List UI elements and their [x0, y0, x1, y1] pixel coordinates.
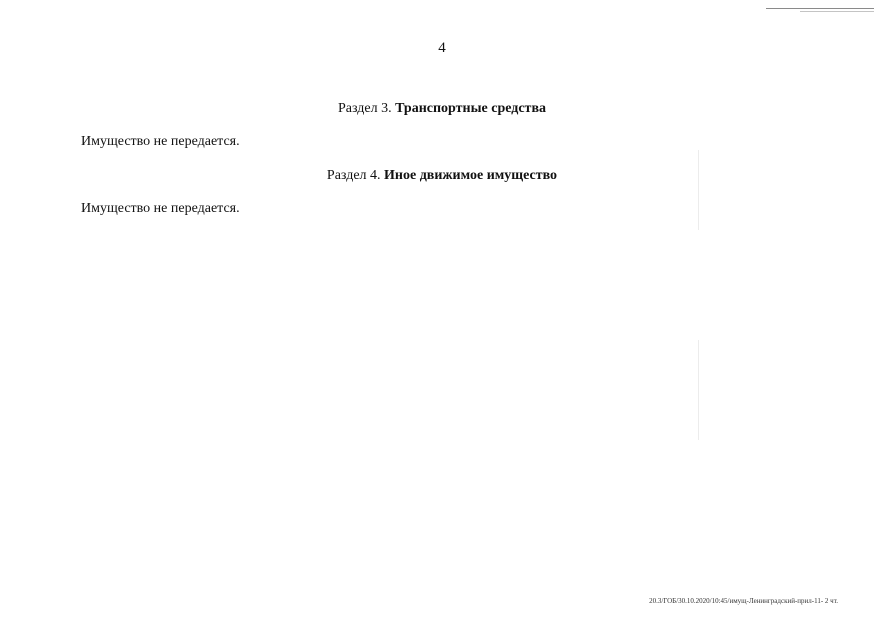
section-title: Транспортные средства [395, 101, 546, 116]
section-title: Иное движимое имущество [384, 168, 558, 183]
section-heading-3 [0, 101, 884, 117]
scan-artifact-line [800, 11, 874, 12]
scan-artifact-line [766, 8, 874, 9]
scan-artifact-mark [698, 340, 699, 440]
section-body-text: Имущество не передается. [81, 201, 240, 216]
section-prefix: Раздел 3. [338, 101, 392, 116]
page-number: 4 [438, 40, 446, 56]
section-prefix: Раздел 4. [326, 168, 381, 183]
section-body-text: Имущество не передается. [81, 134, 240, 149]
scan-artifact-mark [698, 150, 699, 230]
document-footer-reference: 20.3/ГОБ/30.10.2020/10:45/имущ-Ленинградский-прил-11- 2 чт. [649, 597, 838, 605]
section-heading-4 [0, 168, 884, 184]
